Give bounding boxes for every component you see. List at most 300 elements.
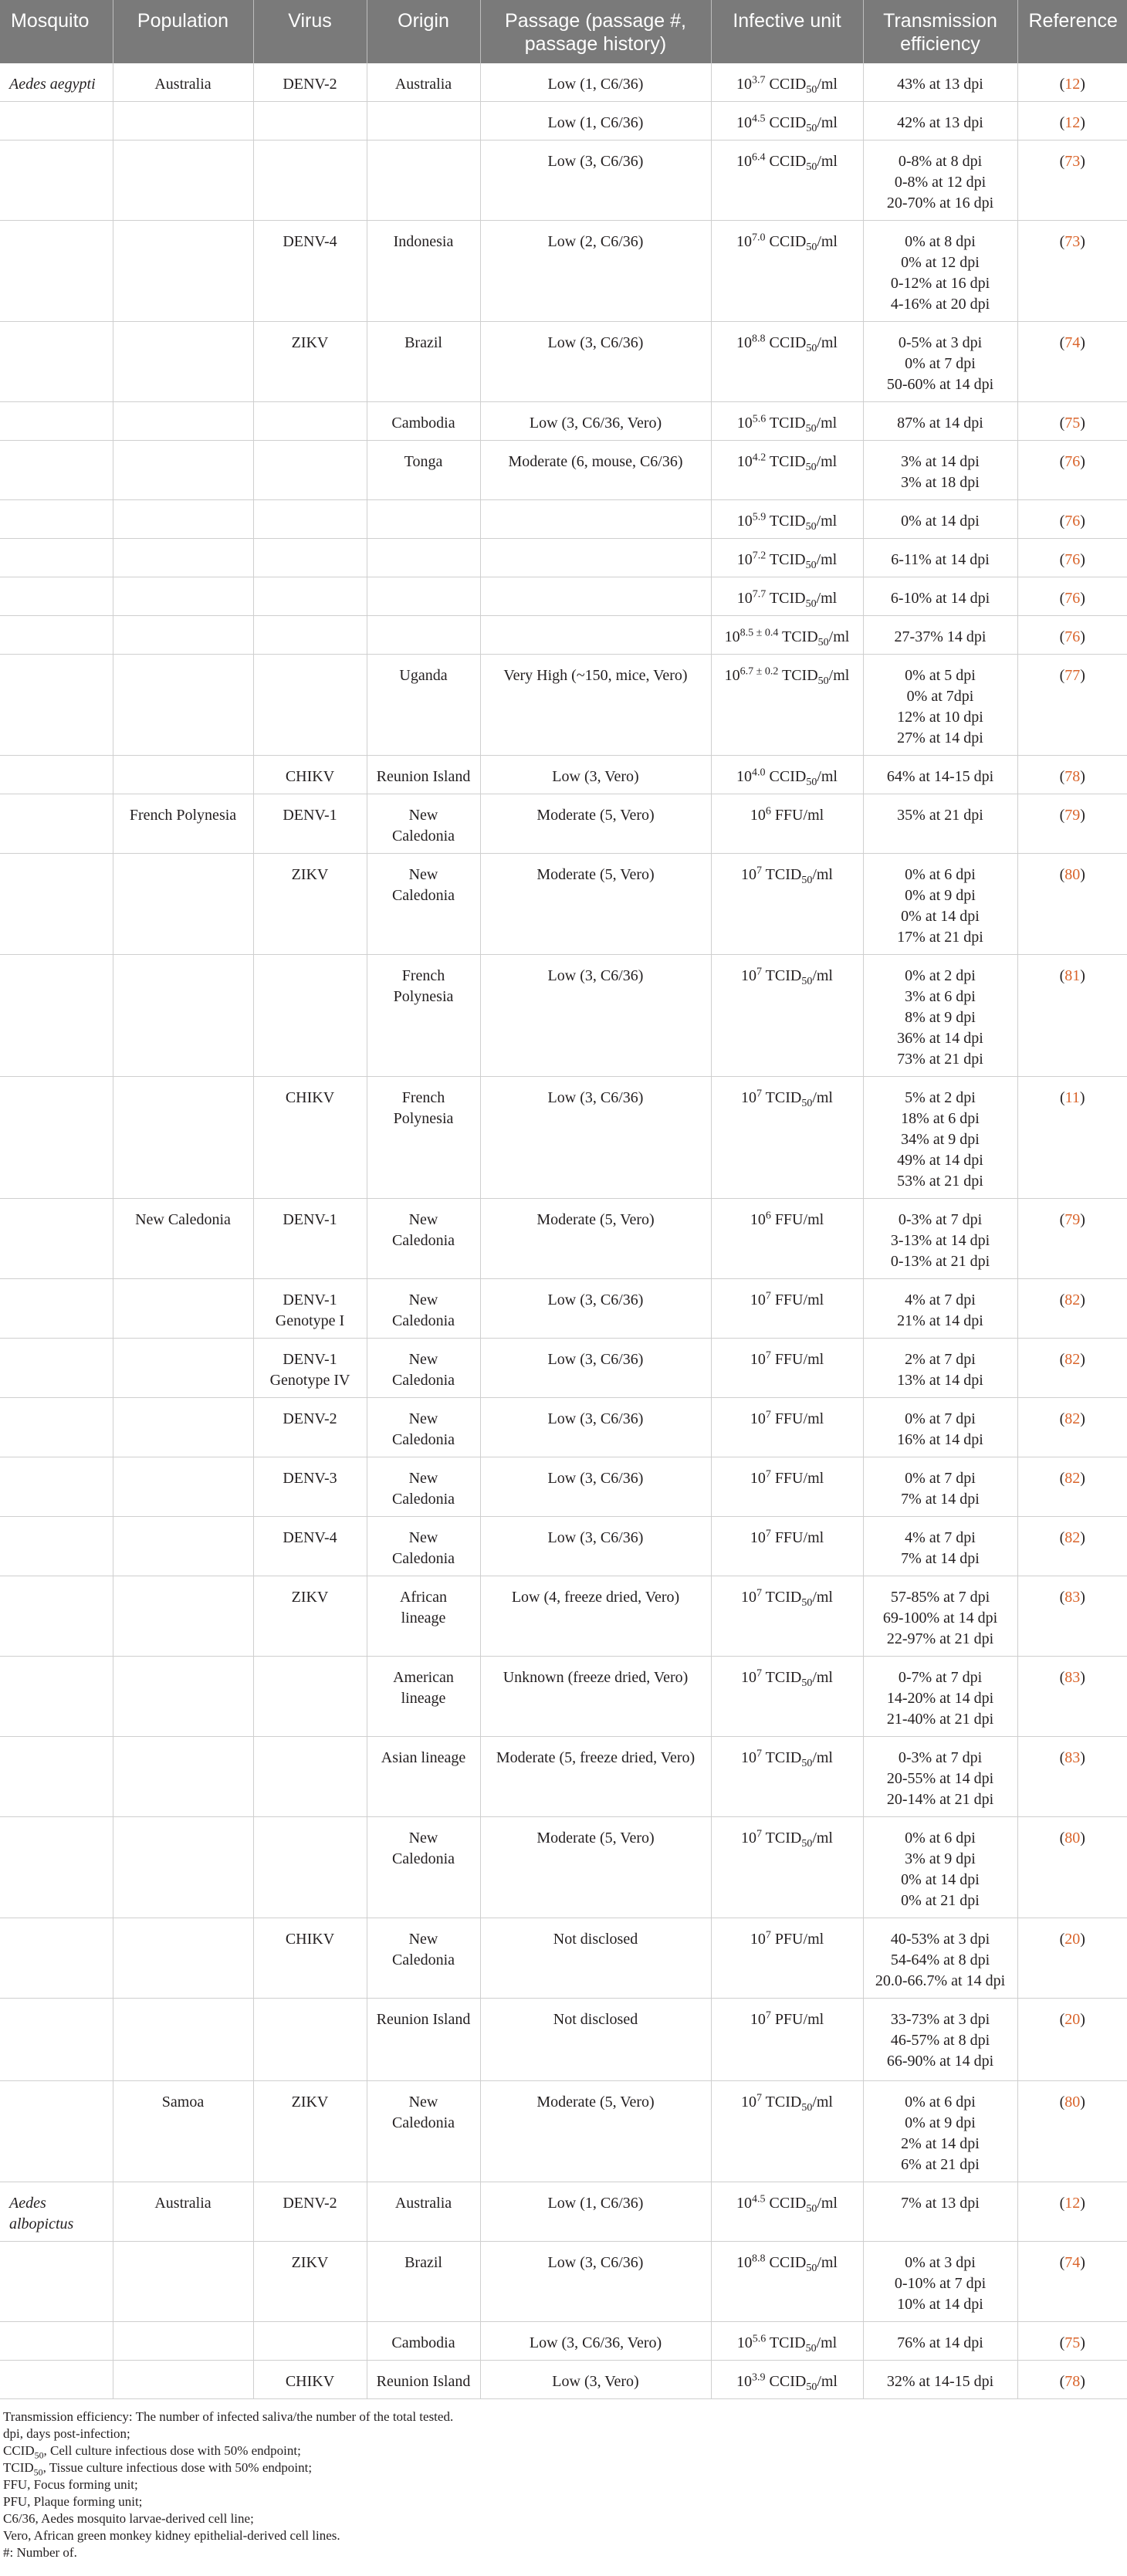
cell-ref: (12) xyxy=(1017,2182,1127,2242)
cell-population: Samoa xyxy=(113,2081,253,2182)
cell-unit: $10^7$ $TCID_{50}/ml$ xyxy=(711,1077,863,1199)
cell-passage: Not disclosed xyxy=(480,1918,711,1999)
cell-mosquito xyxy=(0,322,113,402)
cell-ref: (78) xyxy=(1017,756,1127,794)
cell-unit: $10^7$ PFU/ml xyxy=(711,1918,863,1999)
cell-virus: ZIKV xyxy=(253,1576,367,1657)
footnote: $CCID_{50}$, Cell culture infectious dose with 50% endpoint; xyxy=(3,2443,301,2461)
cell-population xyxy=(113,1737,253,1817)
table-row xyxy=(0,1279,1127,1339)
cell-origin: New Caledonia xyxy=(367,794,480,854)
cell-virus xyxy=(253,402,367,441)
cell-population xyxy=(113,1817,253,1918)
table-row xyxy=(0,63,1127,102)
cell-origin: Australia xyxy=(367,2182,480,2242)
cell-ref: (74) xyxy=(1017,2242,1127,2322)
cell-ref: (80) xyxy=(1017,1817,1127,1918)
cell-virus: ZIKV xyxy=(253,2081,367,2182)
cell-unit: $10^{8.8}$ $CCID_{50}/ml$ xyxy=(711,322,863,402)
cell-unit: $10^7$ FFU/ml xyxy=(711,1457,863,1517)
cell-origin: Brazil xyxy=(367,322,480,402)
cell-ref: (80) xyxy=(1017,2081,1127,2182)
cell-population: French Polynesia xyxy=(113,794,253,854)
cell-virus xyxy=(253,577,367,616)
cell-passage: Low (3, C6/36) xyxy=(480,1339,711,1398)
cell-efficiency: 0% at 14 dpi xyxy=(863,500,1017,539)
cell-origin: Tonga xyxy=(367,441,480,500)
table-body xyxy=(0,63,1127,2399)
cell-virus xyxy=(253,102,367,140)
cell-virus xyxy=(253,441,367,500)
table-row xyxy=(0,1517,1127,1576)
cell-origin: Uganda xyxy=(367,655,480,756)
cell-passage: Low (3, Vero) xyxy=(480,756,711,794)
cell-unit: $10^7$ $TCID_{50}/ml$ xyxy=(711,955,863,1077)
cell-passage: Low (3, C6/36) xyxy=(480,322,711,402)
cell-virus: DENV-1 xyxy=(253,794,367,854)
cell-mosquito xyxy=(0,102,113,140)
cell-passage: Low (3, C6/36) xyxy=(480,955,711,1077)
cell-origin: American lineage xyxy=(367,1657,480,1737)
cell-ref: (77) xyxy=(1017,655,1127,756)
cell-efficiency: 0% at 3 dpi 0-10% at 7 dpi 10% at 14 dpi xyxy=(863,2242,1017,2322)
cell-virus: DENV-4 xyxy=(253,221,367,322)
cell-efficiency: 42% at 13 dpi xyxy=(863,102,1017,140)
cell-efficiency: 57-85% at 7 dpi 69-100% at 14 dpi 22-97% at 21 dpi xyxy=(863,1576,1017,1657)
cell-mosquito xyxy=(0,1339,113,1398)
table-row xyxy=(0,1576,1127,1657)
col-header-infective-unit: Infective unit xyxy=(711,0,863,63)
cell-efficiency: 0% at 6 dpi 0% at 9 dpi 2% at 14 dpi 6% at 21 dpi xyxy=(863,2081,1017,2182)
cell-population xyxy=(113,539,253,577)
cell-virus: DENV-1 xyxy=(253,1199,367,1279)
cell-efficiency: 0-8% at 8 dpi 0-8% at 12 dpi 20-70% at 16 dpi xyxy=(863,140,1017,221)
cell-unit: $10^{3.7}$ $CCID_{50}/ml$ xyxy=(711,63,863,102)
cell-efficiency: 0-7% at 7 dpi 14-20% at 14 dpi 21-40% at 21 dpi xyxy=(863,1657,1017,1737)
cell-mosquito xyxy=(0,2322,113,2361)
cell-virus xyxy=(253,500,367,539)
cell-origin: New Caledonia xyxy=(367,1517,480,1576)
cell-efficiency: 64% at 14-15 dpi xyxy=(863,756,1017,794)
cell-origin: New Caledonia xyxy=(367,1398,480,1457)
cell-passage: Moderate (5, Vero) xyxy=(480,2081,711,2182)
cell-origin: New Caledonia xyxy=(367,1817,480,1918)
cell-unit: $10^{3.9}$ $CCID_{50}/ml$ xyxy=(711,2361,863,2399)
cell-population xyxy=(113,1398,253,1457)
cell-population xyxy=(113,1657,253,1737)
cell-unit: $10^{8.8}$ $CCID_{50}/ml$ xyxy=(711,2242,863,2322)
cell-origin: Cambodia xyxy=(367,2322,480,2361)
cell-ref: (82) xyxy=(1017,1339,1127,1398)
cell-passage: Very High (~150, mice, Vero) xyxy=(480,655,711,756)
footnote: Transmission efficiency: The number of infected saliva/the number of the total tested. xyxy=(3,2409,454,2424)
cell-population: Australia xyxy=(113,2182,253,2242)
cell-population xyxy=(113,2242,253,2322)
cell-population xyxy=(113,1576,253,1657)
cell-unit: $10^{7.0}$ $CCID_{50}/ml$ xyxy=(711,221,863,322)
table-row xyxy=(0,1999,1127,2081)
cell-ref: (83) xyxy=(1017,1657,1127,1737)
cell-ref: (76) xyxy=(1017,539,1127,577)
cell-efficiency: 7% at 13 dpi xyxy=(863,2182,1017,2242)
cell-ref: (74) xyxy=(1017,322,1127,402)
cell-ref: (78) xyxy=(1017,2361,1127,2399)
table-row xyxy=(0,2361,1127,2399)
cell-passage: Low (3, Vero) xyxy=(480,2361,711,2399)
cell-unit: $10^7$ PFU/ml xyxy=(711,1999,863,2081)
cell-origin: New Caledonia xyxy=(367,1199,480,1279)
cell-virus: DENV-3 xyxy=(253,1457,367,1517)
cell-efficiency: 0% at 2 dpi 3% at 6 dpi 8% at 9 dpi 36% at 14 dpi 73% at 21 dpi xyxy=(863,955,1017,1077)
cell-virus: ZIKV xyxy=(253,854,367,955)
cell-population xyxy=(113,854,253,955)
cell-mosquito xyxy=(0,2081,113,2182)
cell-origin: Australia xyxy=(367,63,480,102)
cell-origin: Reunion Island xyxy=(367,2361,480,2399)
table-row xyxy=(0,2242,1127,2322)
cell-passage: Low (3, C6/36) xyxy=(480,1398,711,1457)
cell-efficiency: 76% at 14 dpi xyxy=(863,2322,1017,2361)
table-row xyxy=(0,322,1127,402)
cell-unit: $10^{4.5}$ $CCID_{50}/ml$ xyxy=(711,2182,863,2242)
table-row xyxy=(0,1457,1127,1517)
cell-virus xyxy=(253,1999,367,2081)
footnote: dpi, days post-infection; xyxy=(3,2426,130,2441)
cell-passage xyxy=(480,616,711,655)
table-row xyxy=(0,102,1127,140)
cell-unit: $10^7$ $TCID_{50}/ml$ xyxy=(711,2081,863,2182)
cell-passage: Not disclosed xyxy=(480,1999,711,2081)
cell-origin: French Polynesia xyxy=(367,1077,480,1199)
cell-mosquito xyxy=(0,500,113,539)
cell-unit: $10^{4.5}$ $CCID_{50}/ml$ xyxy=(711,102,863,140)
cell-passage xyxy=(480,539,711,577)
cell-ref: (82) xyxy=(1017,1517,1127,1576)
cell-efficiency: 4% at 7 dpi 21% at 14 dpi xyxy=(863,1279,1017,1339)
cell-unit: $10^7$ FFU/ml xyxy=(711,1279,863,1339)
cell-unit: $10^7$ FFU/ml xyxy=(711,1339,863,1398)
cell-ref: (83) xyxy=(1017,1576,1127,1657)
cell-mosquito xyxy=(0,1517,113,1576)
table-row xyxy=(0,1199,1127,1279)
cell-efficiency: 0-3% at 7 dpi 3-13% at 14 dpi 0-13% at 21 dpi xyxy=(863,1199,1017,1279)
table-row xyxy=(0,2081,1127,2182)
cell-origin xyxy=(367,577,480,616)
cell-mosquito: Aedes albopictus xyxy=(0,2182,113,2242)
cell-ref: (81) xyxy=(1017,955,1127,1077)
footnote: Vero, African green monkey kidney epithelial-derived cell lines. xyxy=(3,2528,340,2543)
cell-ref: (12) xyxy=(1017,102,1127,140)
footnote: PFU, Plaque forming unit; xyxy=(3,2494,143,2509)
cell-origin: French Polynesia xyxy=(367,955,480,1077)
cell-efficiency: 6-11% at 14 dpi xyxy=(863,539,1017,577)
cell-mosquito xyxy=(0,655,113,756)
cell-mosquito xyxy=(0,2361,113,2399)
cell-mosquito xyxy=(0,1918,113,1999)
cell-ref: (79) xyxy=(1017,1199,1127,1279)
cell-virus xyxy=(253,655,367,756)
cell-origin: New Caledonia xyxy=(367,1457,480,1517)
col-header-virus: Virus xyxy=(253,0,367,63)
cell-virus: ZIKV xyxy=(253,322,367,402)
cell-population xyxy=(113,140,253,221)
cell-unit: $10^{5.6}$ $TCID_{50}/ml$ xyxy=(711,402,863,441)
cell-origin xyxy=(367,140,480,221)
table-row xyxy=(0,500,1127,539)
cell-population xyxy=(113,322,253,402)
cell-passage: Unknown (freeze dried, Vero) xyxy=(480,1657,711,1737)
table-row xyxy=(0,539,1127,577)
cell-mosquito xyxy=(0,1999,113,2081)
cell-origin: African lineage xyxy=(367,1576,480,1657)
cell-mosquito: Aedes aegypti xyxy=(0,63,113,102)
footnote: FFU, Focus forming unit; xyxy=(3,2477,138,2492)
cell-origin: New Caledonia xyxy=(367,1339,480,1398)
cell-passage: Moderate (5, Vero) xyxy=(480,1199,711,1279)
cell-mosquito xyxy=(0,1398,113,1457)
cell-passage: Low (1, C6/36) xyxy=(480,63,711,102)
cell-population xyxy=(113,2361,253,2399)
cell-population xyxy=(113,1999,253,2081)
cell-population xyxy=(113,221,253,322)
cell-ref: (20) xyxy=(1017,1918,1127,1999)
cell-passage: Low (1, C6/36) xyxy=(480,102,711,140)
cell-mosquito xyxy=(0,441,113,500)
cell-virus: DENV-1 Genotype I xyxy=(253,1279,367,1339)
footnote: $TCID_{50}$, Tissue culture infectious dose with 50% endpoint; xyxy=(3,2460,313,2478)
col-header-origin: Origin xyxy=(367,0,480,63)
cell-population: New Caledonia xyxy=(113,1199,253,1279)
cell-origin: Indonesia xyxy=(367,221,480,322)
cell-mosquito xyxy=(0,616,113,655)
cell-efficiency: 40-53% at 3 dpi 54-64% at 8 dpi 20.0-66.7% at 14 dpi xyxy=(863,1918,1017,1999)
cell-origin: Reunion Island xyxy=(367,756,480,794)
cell-efficiency: 35% at 21 dpi xyxy=(863,794,1017,854)
footnote: C6/36, Aedes mosquito larvae-derived cell line; xyxy=(3,2511,254,2526)
cell-efficiency: 0% at 6 dpi 3% at 9 dpi 0% at 14 dpi 0% at 21 dpi xyxy=(863,1817,1017,1918)
cell-passage: Low (3, C6/36) xyxy=(480,2242,711,2322)
cell-ref: (20) xyxy=(1017,1999,1127,2081)
cell-virus: DENV-4 xyxy=(253,1517,367,1576)
cell-virus: CHIKV xyxy=(253,2361,367,2399)
cell-mosquito xyxy=(0,794,113,854)
cell-passage: Low (3, C6/36) xyxy=(480,1279,711,1339)
cell-ref: (79) xyxy=(1017,794,1127,854)
cell-mosquito xyxy=(0,1199,113,1279)
cell-efficiency: 33-73% at 3 dpi 46-57% at 8 dpi 66-90% at 14 dpi xyxy=(863,1999,1017,2081)
cell-unit: $10^6$ FFU/ml xyxy=(711,794,863,854)
cell-unit: $10^{5.6}$ $TCID_{50}/ml$ xyxy=(711,2322,863,2361)
cell-mosquito xyxy=(0,1737,113,1817)
cell-population xyxy=(113,1517,253,1576)
cell-passage: Moderate (5, Vero) xyxy=(480,1817,711,1918)
cell-population: Australia xyxy=(113,63,253,102)
cell-ref: (76) xyxy=(1017,616,1127,655)
table-row xyxy=(0,794,1127,854)
cell-population xyxy=(113,2322,253,2361)
cell-unit: $10^7$ FFU/ml xyxy=(711,1398,863,1457)
cell-origin: Brazil xyxy=(367,2242,480,2322)
cell-origin: New Caledonia xyxy=(367,2081,480,2182)
cell-origin: Cambodia xyxy=(367,402,480,441)
cell-passage xyxy=(480,500,711,539)
cell-virus xyxy=(253,1737,367,1817)
cell-ref: (73) xyxy=(1017,221,1127,322)
cell-unit: $10^{6.4}$ $CCID_{50}/ml$ xyxy=(711,140,863,221)
cell-passage: Low (3, C6/36, Vero) xyxy=(480,2322,711,2361)
table-row xyxy=(0,1657,1127,1737)
table-row xyxy=(0,616,1127,655)
table-row xyxy=(0,1737,1127,1817)
cell-unit: $10^{4.2}$ $TCID_{50}/ml$ xyxy=(711,441,863,500)
table-row xyxy=(0,2322,1127,2361)
cell-virus xyxy=(253,955,367,1077)
cell-virus: DENV-2 xyxy=(253,2182,367,2242)
cell-ref: (83) xyxy=(1017,1737,1127,1817)
cell-passage xyxy=(480,577,711,616)
table-row xyxy=(0,756,1127,794)
cell-virus: DENV-2 xyxy=(253,63,367,102)
cell-passage: Moderate (5, Vero) xyxy=(480,794,711,854)
cell-population xyxy=(113,1918,253,1999)
cell-population xyxy=(113,955,253,1077)
cell-origin: New Caledonia xyxy=(367,854,480,955)
cell-unit: $10^7$ FFU/ml xyxy=(711,1517,863,1576)
cell-ref: (11) xyxy=(1017,1077,1127,1199)
cell-efficiency: 32% at 14-15 dpi xyxy=(863,2361,1017,2399)
cell-efficiency: 6-10% at 14 dpi xyxy=(863,577,1017,616)
cell-population xyxy=(113,1457,253,1517)
cell-population xyxy=(113,102,253,140)
cell-mosquito xyxy=(0,1279,113,1339)
cell-ref: (76) xyxy=(1017,500,1127,539)
cell-virus: CHIKV xyxy=(253,1077,367,1199)
cell-efficiency: 4% at 7 dpi 7% at 14 dpi xyxy=(863,1517,1017,1576)
cell-unit: $10^{5.9}$ $TCID_{50}/ml$ xyxy=(711,500,863,539)
cell-population xyxy=(113,441,253,500)
table-row xyxy=(0,441,1127,500)
cell-origin: New Caledonia xyxy=(367,1918,480,1999)
cell-unit: $10^7$ $TCID_{50}/ml$ xyxy=(711,1737,863,1817)
table-row xyxy=(0,854,1127,955)
table-row xyxy=(0,955,1127,1077)
cell-mosquito xyxy=(0,140,113,221)
cell-mosquito xyxy=(0,1576,113,1657)
cell-passage: Low (2, C6/36) xyxy=(480,221,711,322)
cell-virus: ZIKV xyxy=(253,2242,367,2322)
cell-mosquito xyxy=(0,756,113,794)
cell-ref: (73) xyxy=(1017,140,1127,221)
cell-efficiency: 0% at 7 dpi 7% at 14 dpi xyxy=(863,1457,1017,1517)
cell-virus xyxy=(253,2322,367,2361)
cell-passage: Low (3, C6/36) xyxy=(480,140,711,221)
cell-passage: Low (3, C6/36) xyxy=(480,1077,711,1199)
cell-efficiency: 0% at 6 dpi 0% at 9 dpi 0% at 14 dpi 17% at 21 dpi xyxy=(863,854,1017,955)
col-header-mosquito: Mosquito xyxy=(0,0,113,63)
cell-passage: Low (3, C6/36, Vero) xyxy=(480,402,711,441)
table-row xyxy=(0,655,1127,756)
cell-passage: Moderate (6, mouse, C6/36) xyxy=(480,441,711,500)
cell-efficiency: 5% at 2 dpi 18% at 6 dpi 34% at 9 dpi 49% at 14 dpi 53% at 21 dpi xyxy=(863,1077,1017,1199)
cell-origin xyxy=(367,539,480,577)
cell-origin: Asian lineage xyxy=(367,1737,480,1817)
cell-unit: $10^{7.7}$ $TCID_{50}/ml$ xyxy=(711,577,863,616)
cell-unit: $10^7$ $TCID_{50}/ml$ xyxy=(711,1576,863,1657)
cell-unit: $10^7$ $TCID_{50}/ml$ xyxy=(711,1817,863,1918)
cell-ref: (82) xyxy=(1017,1457,1127,1517)
cell-unit: $10^7$ $TCID_{50}/ml$ xyxy=(711,854,863,955)
table-row xyxy=(0,1339,1127,1398)
cell-virus: DENV-2 xyxy=(253,1398,367,1457)
cell-virus: CHIKV xyxy=(253,1918,367,1999)
cell-virus: DENV-1 Genotype IV xyxy=(253,1339,367,1398)
table-header-row xyxy=(0,0,1127,63)
cell-passage: Low (4, freeze dried, Vero) xyxy=(480,1576,711,1657)
cell-virus xyxy=(253,539,367,577)
cell-mosquito xyxy=(0,955,113,1077)
cell-population xyxy=(113,402,253,441)
cell-mosquito xyxy=(0,402,113,441)
table-row xyxy=(0,1077,1127,1199)
cell-mosquito xyxy=(0,2242,113,2322)
cell-ref: (76) xyxy=(1017,441,1127,500)
col-header-reference: Reference xyxy=(1017,0,1127,63)
cell-ref: (82) xyxy=(1017,1279,1127,1339)
table-row xyxy=(0,221,1127,322)
cell-passage: Low (1, C6/36) xyxy=(480,2182,711,2242)
cell-ref: (80) xyxy=(1017,854,1127,955)
cell-mosquito xyxy=(0,1817,113,1918)
cell-efficiency: 43% at 13 dpi xyxy=(863,63,1017,102)
cell-unit: $10^6$ FFU/ml xyxy=(711,1199,863,1279)
cell-efficiency: 0% at 8 dpi 0% at 12 dpi 0-12% at 16 dpi 4-16% at 20 dpi xyxy=(863,221,1017,322)
cell-population xyxy=(113,655,253,756)
cell-virus xyxy=(253,616,367,655)
cell-virus xyxy=(253,1817,367,1918)
cell-population xyxy=(113,1279,253,1339)
cell-mosquito xyxy=(0,577,113,616)
cell-virus: CHIKV xyxy=(253,756,367,794)
cell-passage: Moderate (5, Vero) xyxy=(480,854,711,955)
cell-unit: $10^{6.7 \pm 0.2}$ $TCID_{50}/ml$ xyxy=(711,655,863,756)
cell-population xyxy=(113,1077,253,1199)
cell-mosquito xyxy=(0,221,113,322)
table-row xyxy=(0,2182,1127,2242)
cell-origin xyxy=(367,616,480,655)
table-row xyxy=(0,1918,1127,1999)
table-row xyxy=(0,577,1127,616)
cell-mosquito xyxy=(0,1657,113,1737)
cell-origin: New Caledonia xyxy=(367,1279,480,1339)
cell-efficiency: 2% at 7 dpi 13% at 14 dpi xyxy=(863,1339,1017,1398)
cell-efficiency: 0-5% at 3 dpi 0% at 7 dpi 50-60% at 14 dpi xyxy=(863,322,1017,402)
cell-ref: (75) xyxy=(1017,2322,1127,2361)
cell-population xyxy=(113,616,253,655)
cell-ref: (82) xyxy=(1017,1398,1127,1457)
cell-ref: (76) xyxy=(1017,577,1127,616)
cell-ref: (12) xyxy=(1017,63,1127,102)
cell-virus xyxy=(253,140,367,221)
cell-mosquito xyxy=(0,539,113,577)
col-header-passage: Passage (passage #, passage history) xyxy=(480,0,711,63)
cell-population xyxy=(113,500,253,539)
cell-mosquito xyxy=(0,1457,113,1517)
cell-population xyxy=(113,756,253,794)
cell-origin xyxy=(367,500,480,539)
col-header-population: Population xyxy=(113,0,253,63)
cell-unit: $10^{4.0}$ $CCID_{50}/ml$ xyxy=(711,756,863,794)
cell-population xyxy=(113,1339,253,1398)
